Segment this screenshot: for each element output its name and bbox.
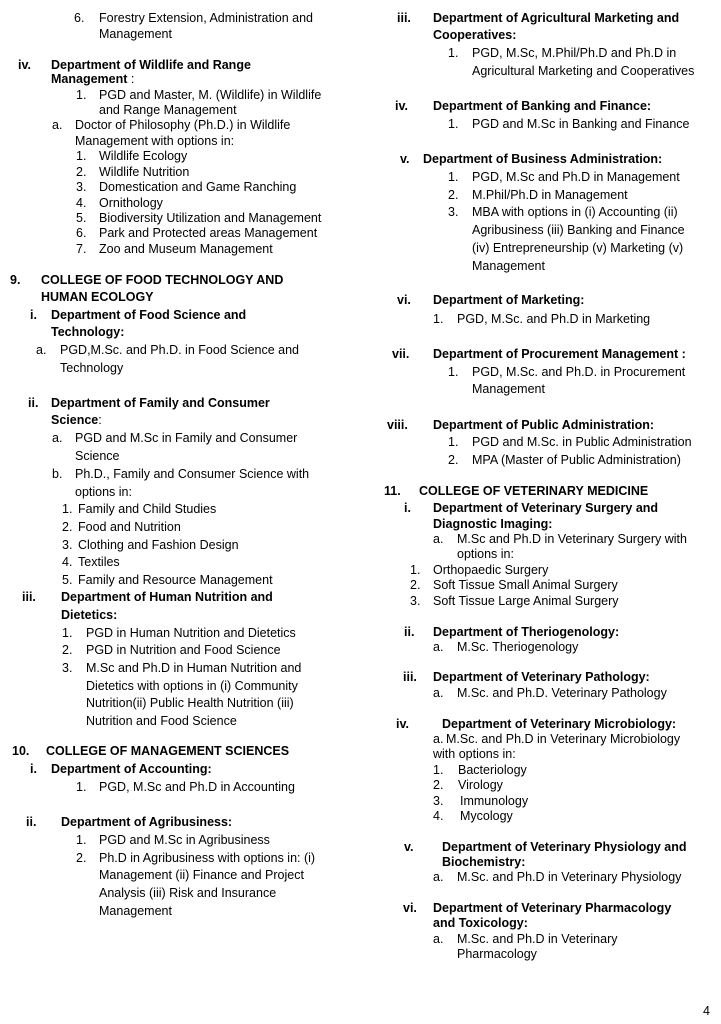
list-marker: iii. (22, 590, 36, 604)
line-suffix: : (98, 413, 102, 427)
line-text: Management (99, 904, 172, 918)
text-line (472, 223, 685, 238)
text-line (433, 747, 516, 762)
line-text: Family and Child Studies (78, 502, 217, 516)
text-line (433, 578, 618, 593)
line-text: Diagnostic Imaging: (433, 517, 553, 531)
text-line (75, 449, 119, 464)
line-text: Agricultural Marketing and Cooperatives (472, 64, 695, 78)
list-marker: 2. (448, 453, 459, 467)
heading-line (433, 11, 679, 26)
text-line (99, 226, 317, 241)
heading-line (41, 273, 283, 288)
line-text: Department of Food Science and (51, 308, 247, 322)
line-text: PGD and M.Sc. in Public Administration (472, 435, 692, 449)
list-marker: 2. (62, 520, 73, 534)
line-text: Department of Theriogenology: (433, 625, 620, 639)
text-line (457, 312, 650, 327)
line-text: Management (472, 259, 545, 273)
text-line (99, 211, 321, 226)
list-marker: 5. (62, 573, 73, 587)
list-marker: 2. (410, 578, 421, 592)
list-marker: 2. (448, 188, 459, 202)
line-text: COLLEGE OF FOOD TECHNOLOGY AND (41, 273, 284, 287)
list-marker: ii. (26, 815, 37, 829)
list-marker: 2. (76, 851, 87, 865)
list-marker: 3. (62, 661, 73, 675)
text-line (433, 594, 619, 609)
page-number: 4 (703, 1004, 710, 1018)
line-text: Dietetics: (61, 608, 118, 622)
line-text: Domestication and Game Ranching (99, 180, 297, 194)
line-text: Bacteriology (458, 763, 527, 777)
text-line (433, 563, 548, 578)
text-line (460, 794, 528, 809)
text-line (472, 435, 692, 450)
line-text: Soft Tissue Small Animal Surgery (433, 578, 618, 592)
text-line (99, 165, 189, 180)
line-text: M.Sc. Theriogenology (457, 640, 579, 654)
list-marker: 4. (433, 809, 444, 823)
line-text: Biodiversity Utilization and Management (99, 211, 322, 225)
heading-line (51, 762, 212, 777)
line-text: Department of Veterinary Microbiology: (442, 717, 677, 731)
line-text: PGD, M.Sc and Ph.D in Accounting (99, 780, 295, 794)
list-marker: v. (404, 840, 414, 854)
line-text: options in: (75, 485, 132, 499)
list-marker: 2. (76, 165, 87, 179)
list-marker: 2. (433, 778, 444, 792)
text-line (78, 538, 239, 553)
line-text: Ph.D in Agribusiness with options in: (i) (99, 851, 316, 865)
text-line (472, 117, 689, 132)
heading-line (46, 744, 289, 759)
line-text: M.Phil/Ph.D in Management (472, 188, 628, 202)
line-text: Management (ii) Finance and Project (99, 868, 304, 882)
line-text: Nutrition and Food Science (86, 714, 237, 728)
list-marker: 3. (448, 205, 459, 219)
line-text: MPA (Master of Public Administration) (472, 453, 681, 467)
heading-line (51, 325, 124, 340)
list-marker: 4. (62, 555, 73, 569)
heading-line (51, 72, 134, 87)
line-text: Management (472, 382, 545, 396)
line-text: Department of Agribusiness: (61, 815, 233, 829)
text-line (99, 196, 163, 211)
list-marker: iv. (395, 99, 408, 113)
line-text: M.Sc. and Ph.D in Veterinary (457, 932, 618, 946)
line-text: Textiles (78, 555, 120, 569)
heading-line (433, 901, 671, 916)
line-text: PGD in Nutrition and Food Science (86, 643, 281, 657)
text-line (78, 555, 120, 570)
heading-line (419, 484, 648, 499)
line-text: Food and Nutrition (78, 520, 181, 534)
list-marker: 1. (62, 502, 73, 516)
list-marker: 1. (433, 312, 444, 326)
heading-line (61, 608, 117, 623)
text-line (78, 520, 181, 535)
line-text: Technology (60, 361, 124, 375)
line-text: Department of Marketing: (433, 293, 585, 307)
list-marker: a. (36, 343, 47, 357)
line-text: Virology (458, 778, 503, 792)
text-line (86, 714, 237, 729)
heading-line (433, 99, 651, 114)
text-line (99, 88, 321, 103)
text-line (457, 932, 618, 947)
list-marker: 10. (12, 744, 30, 758)
line-text: Nutrition(ii) Public Health Nutrition (iii) (86, 696, 294, 710)
line-text: Science (51, 413, 99, 427)
text-line (99, 780, 295, 795)
list-marker: 1. (433, 763, 444, 777)
list-marker: 1. (76, 780, 87, 794)
list-marker: vii. (392, 347, 410, 361)
line-text: (iv) Entrepreneurship (v) Marketing (v) (472, 241, 684, 255)
line-text: Department of Accounting: (51, 762, 212, 776)
text-line (457, 686, 667, 701)
line-text: Department of Wildlife and Range (51, 58, 251, 72)
line-text: PGD, M.Sc, M.Phil/Ph.D and Ph.D in (472, 46, 677, 60)
heading-line (51, 413, 102, 428)
line-text: Immunology (460, 794, 529, 808)
text-line (75, 467, 309, 482)
heading-line (433, 347, 686, 362)
heading-line (433, 916, 528, 931)
text-line (472, 46, 676, 61)
text-line (458, 763, 527, 778)
text-line (60, 361, 123, 376)
line-text: Department of Banking and Finance: (433, 99, 652, 113)
line-text: with options in: (433, 747, 516, 761)
list-marker: 7. (76, 242, 87, 256)
text-line (457, 547, 514, 562)
line-text: Department of Human Nutrition and (61, 590, 273, 604)
list-marker: a. (52, 431, 63, 445)
text-line (99, 886, 276, 901)
line-text: options in: (457, 547, 514, 561)
text-line (78, 573, 273, 588)
text-line (472, 241, 683, 256)
list-marker: i. (30, 762, 37, 776)
heading-line (61, 590, 273, 605)
line-text: Analysis (iii) Risk and Insurance (99, 886, 277, 900)
list-marker: iv. (396, 717, 409, 731)
line-text: Management (51, 72, 128, 86)
list-marker: vi. (397, 293, 411, 307)
line-text: Mycology (460, 809, 513, 823)
text-line (460, 809, 513, 824)
list-marker: i. (404, 501, 411, 515)
list-marker: 4. (76, 196, 87, 210)
heading-line (433, 517, 552, 532)
line-text: Cooperatives: (433, 28, 517, 42)
line-text: Park and Protected areas Management (99, 226, 318, 240)
heading-line (442, 840, 687, 855)
list-marker: 9. (10, 273, 21, 287)
heading-line (423, 152, 662, 167)
heading-line (41, 290, 154, 305)
line-text: Science (75, 449, 120, 463)
line-text: Soft Tissue Large Animal Surgery (433, 594, 619, 608)
list-marker: 1. (448, 435, 459, 449)
line-suffix: : (127, 72, 135, 86)
list-marker: 1. (410, 563, 421, 577)
line-text: Forestry Extension, Administration and (99, 11, 313, 25)
heading-line (433, 28, 516, 43)
heading-line (61, 815, 232, 830)
line-text: Management (99, 27, 172, 41)
line-text: Department of Procurement Management : (433, 347, 686, 361)
line-text: Department of Veterinary Pharmacology (433, 901, 672, 915)
text-line (472, 170, 680, 185)
line-text: Zoo and Museum Management (99, 242, 273, 256)
line-text: Department of Business Administration: (423, 152, 663, 166)
list-marker: 1. (76, 88, 87, 102)
text-line (86, 679, 298, 694)
list-marker: 11. (384, 484, 401, 498)
line-text: PGD, M.Sc. and Ph.D. in Procurement (472, 365, 686, 379)
text-line (472, 382, 545, 397)
line-text: Management with options in: (75, 134, 235, 148)
line-text: PGD,M.Sc. and Ph.D. in Food Science and (60, 343, 300, 357)
line-text: HUMAN ECOLOGY (41, 290, 154, 304)
text-line (75, 485, 132, 500)
heading-line (442, 855, 525, 870)
line-text: Clothing and Fashion Design (78, 538, 239, 552)
line-text: and Range Management (99, 103, 237, 117)
line-text: PGD in Human Nutrition and Dietetics (86, 626, 296, 640)
line-text: Department of Veterinary Pathology: (433, 670, 650, 684)
list-marker: a. (433, 732, 444, 746)
line-text: COLLEGE OF VETERINARY MEDICINE (419, 484, 649, 498)
text-line (458, 778, 503, 793)
text-line (75, 118, 290, 133)
list-marker: 1. (76, 833, 87, 847)
text-line (86, 661, 301, 676)
text-line (99, 833, 270, 848)
line-text: Orthopaedic Surgery (433, 563, 549, 577)
line-text: Department of Veterinary Physiology and (442, 840, 687, 854)
text-line (457, 870, 681, 885)
text-line (86, 643, 281, 658)
line-text: and Toxicology: (433, 916, 528, 930)
list-marker: 1. (448, 365, 459, 379)
text-line (99, 868, 304, 883)
text-line (472, 259, 545, 274)
heading-line (433, 418, 654, 433)
list-marker: a. (433, 870, 444, 884)
list-marker: iii. (397, 11, 411, 25)
list-marker: i. (30, 308, 37, 322)
list-marker: iv. (18, 58, 31, 72)
heading-line (433, 501, 658, 516)
line-text: PGD and M.Sc in Banking and Finance (472, 117, 690, 131)
text-line (99, 27, 172, 42)
line-text: Doctor of Philosophy (Ph.D.) in Wildlife (75, 118, 291, 132)
line-text: PGD and Master, M. (Wildlife) in Wildlife (99, 88, 322, 102)
list-marker: 1. (448, 170, 459, 184)
text-line (472, 205, 678, 220)
heading-line (51, 396, 270, 411)
line-text: M.Sc. and Ph.D in Veterinary Microbiology (446, 732, 681, 746)
list-marker: 1. (448, 117, 459, 131)
text-line (457, 532, 687, 547)
list-marker: 3. (76, 180, 87, 194)
line-text: Family and Resource Management (78, 573, 273, 587)
text-line (472, 453, 681, 468)
line-text: PGD, M.Sc. and Ph.D in Marketing (457, 312, 651, 326)
line-text: Department of Veterinary Surgery and (433, 501, 659, 515)
list-marker: 2. (62, 643, 73, 657)
text-line (86, 696, 294, 711)
text-line (99, 242, 273, 257)
line-text: M.Sc and Ph.D in Veterinary Surgery with (457, 532, 687, 546)
list-marker: iii. (403, 670, 417, 684)
line-text: Ph.D., Family and Consumer Science with (75, 467, 310, 481)
text-line (99, 149, 187, 164)
list-marker: vi. (403, 901, 417, 915)
line-text: Agribusiness (iii) Banking and Finance (472, 223, 685, 237)
text-line (99, 103, 237, 118)
line-text: Wildlife Ecology (99, 149, 188, 163)
text-line (472, 365, 685, 380)
list-marker: a. (433, 932, 444, 946)
list-marker: ii. (404, 625, 415, 639)
list-marker: viii. (387, 418, 408, 432)
text-line (99, 11, 313, 26)
line-text: PGD and M.Sc in Agribusiness (99, 833, 270, 847)
text-line (472, 188, 628, 203)
line-text: Biochemistry: (442, 855, 526, 869)
line-text: Technology: (51, 325, 125, 339)
list-marker: b. (52, 467, 63, 481)
line-text: M.Sc. and Ph.D in Veterinary Physiology (457, 870, 682, 884)
line-text: M.Sc. and Ph.D. Veterinary Pathology (457, 686, 667, 700)
text-line (86, 626, 296, 641)
line-text: Department of Public Administration: (433, 418, 655, 432)
list-marker: 1. (448, 46, 459, 60)
list-marker: v. (400, 152, 410, 166)
text-line (78, 502, 216, 517)
text-line (99, 851, 315, 866)
list-marker: ii. (28, 396, 39, 410)
line-text: M.Sc and Ph.D in Human Nutrition and (86, 661, 302, 675)
list-marker: 3. (62, 538, 73, 552)
text-line (446, 732, 680, 747)
list-marker: 6. (76, 226, 87, 240)
text-line (99, 180, 296, 195)
heading-line (51, 58, 251, 73)
list-marker: 5. (76, 211, 87, 225)
list-marker: 6. (74, 11, 85, 25)
list-marker: 1. (76, 149, 87, 163)
text-line (472, 64, 694, 79)
heading-line (433, 625, 619, 640)
line-text: Dietetics with options in (i) Community (86, 679, 298, 693)
text-line (60, 343, 299, 358)
list-marker: a. (433, 640, 444, 654)
line-text: COLLEGE OF MANAGEMENT SCIENCES (46, 744, 290, 758)
list-marker: a. (433, 532, 444, 546)
line-text: Ornithology (99, 196, 163, 210)
line-text: Department of Family and Consumer (51, 396, 270, 410)
heading-line (433, 670, 650, 685)
line-text: PGD, M.Sc and Ph.D in Management (472, 170, 680, 184)
text-line (457, 947, 537, 962)
text-line (457, 640, 578, 655)
line-text: PGD and M.Sc in Family and Consumer (75, 431, 298, 445)
line-text: Department of Agricultural Marketing and (433, 11, 680, 25)
list-marker: 3. (410, 594, 421, 608)
text-line (75, 431, 297, 446)
line-text: Pharmacology (457, 947, 537, 961)
list-marker: a. (52, 118, 63, 132)
heading-line (433, 293, 584, 308)
text-line (75, 134, 234, 149)
list-marker: a. (433, 686, 444, 700)
list-marker: 1. (62, 626, 73, 640)
heading-line (442, 717, 676, 732)
line-text: MBA with options in (i) Accounting (ii) (472, 205, 678, 219)
text-line (99, 904, 172, 919)
heading-line (51, 308, 246, 323)
line-text: Wildlife Nutrition (99, 165, 190, 179)
list-marker: 3. (433, 794, 444, 808)
